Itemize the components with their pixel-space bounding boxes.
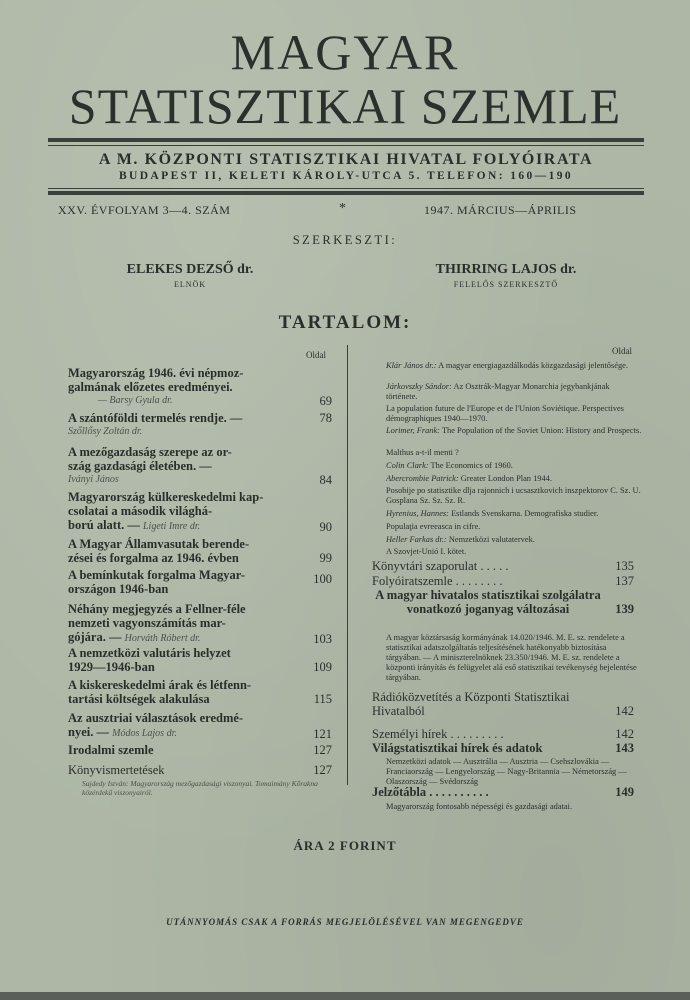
toc-entry-page: 103 xyxy=(313,632,332,646)
review-item: Abercrombie Patrick: Greater London Plan 1944. xyxy=(386,474,552,483)
toc-entry[interactable]: Folyóiratszemle . . . . . . . . 137 xyxy=(372,574,634,588)
toc-entry-page: 84 xyxy=(319,473,332,487)
toc-entry-page: 115 xyxy=(313,692,332,706)
toc-entry[interactable]: A kiskereskedelmi árak és létfenn- tartási költségek alakulása 115 xyxy=(68,678,332,706)
masthead-subtitle: A M. KÖZPONTI STATISZTIKAI HIVATAL FOLYÓIRATA xyxy=(98,151,594,168)
review-item: Hyrenius, Hannes: Estlands Svenskarna. Demografiska studier. xyxy=(386,509,599,518)
toc-entry[interactable]: Magyarország külkereskedelmi kap- csolatai a második világhá- ború alatt. — Ligeti Imre dr. 90 xyxy=(68,490,332,534)
toc-entry-page: 137 xyxy=(615,574,634,588)
volume-number: XXV. ÉVFOLYAM 3—4. SZÁM xyxy=(58,203,231,217)
jelzo-note: Magyarország fontosabb népességi és gazdasági adatai. xyxy=(386,802,573,811)
toc-heading: TARTALOM: xyxy=(278,312,412,333)
page-edge xyxy=(0,992,690,1000)
masthead-address: BUDAPEST II, KELETI KÁROLY-UTCA 5. TELEFON: 160—190 xyxy=(118,170,574,182)
issue-date: 1947. MÁRCIUS—ÁPRILIS xyxy=(424,203,577,217)
volume-separator: * xyxy=(339,201,346,216)
toc-entry[interactable]: A Magyar Államvasutak berende- zései és forgalma az 1946. évben 99 xyxy=(68,537,332,565)
review-item: Populaţia evreeasca in cifre. xyxy=(386,522,481,531)
masthead-title-line1: MAGYAR xyxy=(230,24,460,80)
toc-entry-author: Szőllősy Zoltán dr. xyxy=(68,426,143,437)
masthead-rule-top xyxy=(48,138,644,142)
toc-entry-page: 142 xyxy=(615,704,634,718)
joganyag-note: A magyar köztársaság kormányának 14.020/1946. M. E. sz. rendelete a statisztikai adatszolgáltatás teljesítésének hatékonyabb biztosítása tárgyában. — A miniszterelnöknek 23.350/1946. M. E. sz. rendelete a központi irányítás és felügyelet alá eső statisztikai tevékenység bejelentése tárgyában. xyxy=(386,633,637,682)
reprint-notice: UTÁNNYOMÁS CSAK A FORRÁS MEGJELÖLÉSÉVEL VAN MEGENGEDVE xyxy=(166,917,524,927)
toc-entry[interactable]: Az ausztriai választások eredmé- nyei. — Módos Lajos dr. 121 xyxy=(68,711,332,741)
toc-entry[interactable]: Irodalmi szemle 127 xyxy=(68,743,332,757)
toc-entry-author: Módos Lajos dr. xyxy=(112,728,177,739)
toc-entry[interactable]: Könyvismertetések 127 xyxy=(68,763,332,777)
toc-entry-page: 109 xyxy=(313,660,332,674)
toc-entry[interactable]: Világstatisztikai hírek és adatok 143 xyxy=(372,741,634,755)
toc-entry-page: 135 xyxy=(615,559,634,573)
editors-heading: SZERKESZTI: xyxy=(292,233,398,247)
masthead-title-line2: STATISZTIKAI SZEMLE xyxy=(68,78,622,134)
toc-entry[interactable]: Magyarország 1946. évi népmoz- galmának előzetes eredményei. — Barsy Gyula dr. 69 xyxy=(68,366,332,408)
reviews-note: Sajdedy István: Magyarország mezőgazdasági viszonyai. Tomaimány Kőrakna közérdekű viszonyairól. xyxy=(82,779,318,797)
review-item: Malthus a-t-il menti ? xyxy=(386,448,459,457)
toc-entry-page: 139 xyxy=(615,602,634,616)
toc-entry[interactable]: Személyi hírek . . . . . . . . . 142 xyxy=(372,727,634,741)
toc-entry-page: 90 xyxy=(319,520,332,534)
review-item: Járkovszky Sándor: Az Osztrák-Magyar Monarchia jegybankjának története. xyxy=(386,382,610,401)
toc-entry[interactable]: A nemzetközi valutáris helyzet 1929—1946-ban 109 xyxy=(68,646,332,674)
toc-entry[interactable]: A bemínkutak forgalma Magyar- országon 1946-ban 100 xyxy=(68,568,332,596)
masthead-rule-bottom-thin xyxy=(48,188,644,189)
editor-left-role: ELNÖK xyxy=(173,280,207,289)
editor-right-role: FELELŐS SZERKESZTŐ xyxy=(453,280,559,289)
toc-entry[interactable]: Néhány megjegyzés a Fellner-féle nemzeti vagyonszámítás mar- gójára. — Horváth Róbert dr. 103 xyxy=(68,602,332,646)
review-item: Colin Clark: The Economics of 1960. xyxy=(386,461,513,470)
price: ÁRA 2 FORINT xyxy=(293,838,397,853)
toc-entry-page: 143 xyxy=(615,741,634,755)
review-item: Posobije po statisztike dlja rajonnich i ucsasztkovich inszpektorov C. Sz. U. Gosplana Sz. Sz. Sz. R. xyxy=(386,486,641,505)
toc-entry-author: — Barsy Gyula dr. xyxy=(98,395,173,406)
toc-entry[interactable]: A magyar hivatalos statisztikai szolgálatra vonatkozó joganyag változásai 139 xyxy=(375,588,634,616)
toc-entry-page: 127 xyxy=(313,763,332,777)
review-item: Lorimer, Frank: The Population of the Soviet Union: History and Prospects. xyxy=(386,426,642,435)
toc-entry-page: 142 xyxy=(615,727,634,741)
toc-entry-page: 121 xyxy=(313,727,332,741)
review-item: Heller Farkas dr.: Nemzetközi valutatervek. xyxy=(386,535,535,544)
toc-left-page-label: Oldal xyxy=(306,350,326,360)
toc-right-page-label: Oldal xyxy=(612,346,632,356)
toc-entry-page: 149 xyxy=(615,785,634,799)
vilag-note: Nemzetközi adatok — Ausztrália — Ausztria — Csehszlovákia — Franciaország — Lengyelország — Nagy-Britannia — Németország — Olaszország — Svédország xyxy=(386,757,627,786)
toc-entry[interactable]: A mezőgazdaság szerepe az or- szág gazdasági életében. — Iványi János 84 xyxy=(68,445,332,487)
toc-column-divider xyxy=(347,345,348,785)
toc-entry-page: 100 xyxy=(313,572,332,586)
review-item: Klár János dr.: A magyar energiagazdálkodás közgazdasági jelentősége. xyxy=(386,361,628,370)
toc-entry-page: 78 xyxy=(319,411,332,425)
toc-entry[interactable]: Rádióközvetítés a Központi Statisztikai Hivatalból 142 xyxy=(372,690,634,718)
toc-entry[interactable]: Könyvtári szaporulat . . . . . 135 xyxy=(372,559,634,573)
toc-entry-author: Iványi János xyxy=(68,474,119,485)
editor-right-name: THIRRING LAJOS dr. xyxy=(435,262,577,277)
toc-entry[interactable]: Jelzőtábla . . . . . . . . . . 149 xyxy=(372,785,634,799)
toc-entry-page: 127 xyxy=(313,743,332,757)
masthead-rule-top-thin xyxy=(48,145,644,146)
review-item: A Szovjet-Unió I. kötet. xyxy=(386,547,467,556)
editor-left-name: ELEKES DEZSŐ dr. xyxy=(126,262,254,277)
masthead-rule-bottom xyxy=(48,191,644,195)
review-item: La population future de l'Europe et de l'Union Soviétique. Perspectives démographiques 1940—1970. xyxy=(386,404,624,423)
toc-entry-author: Horváth Róbert dr. xyxy=(124,633,201,644)
toc-entry[interactable]: A szántóföldi termelés rendje. — Szőllősy Zoltán dr. 78 xyxy=(68,411,332,437)
toc-entry-page: 99 xyxy=(319,551,332,565)
toc-entry-page: 69 xyxy=(319,394,332,408)
toc-entry-author: Ligeti Imre dr. xyxy=(143,521,201,532)
